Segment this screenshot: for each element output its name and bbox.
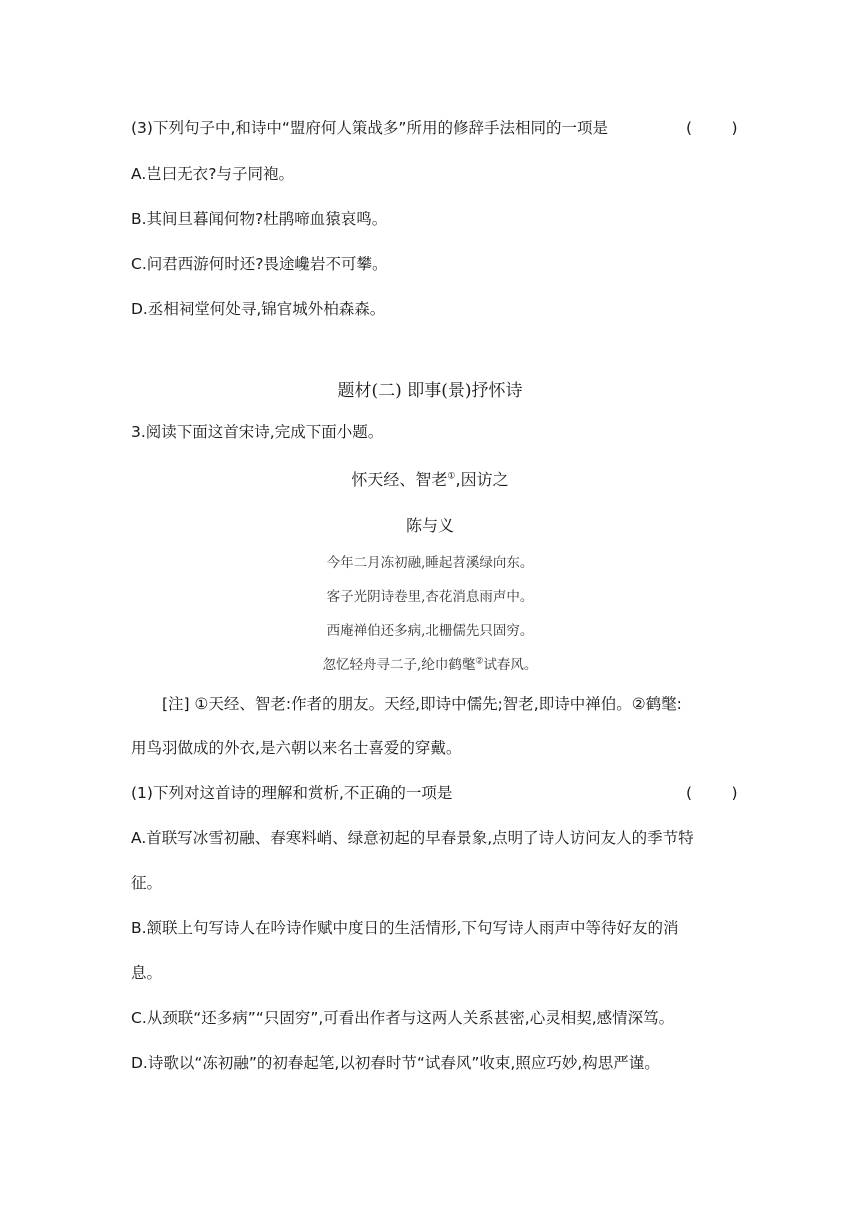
answer-blank: ( ) (686, 784, 738, 802)
option-b: B.其间旦暮闻何物?杜鹃啼血猿哀鸣。 (131, 210, 388, 228)
question-1-stem: (1)下列对这首诗的理解和赏析,不正确的一项是 (131, 784, 453, 802)
question-3-stem: (3)下列句子中,和诗中“盟府何人策战多”所用的修辞手法相同的一项是 (131, 119, 608, 137)
poem-line (0, 653, 860, 673)
section-title: 题材(二) 即事(景)抒怀诗 (337, 381, 523, 401)
poem-line: 西庵禅伯还多病,北栅儒先只固穷。 (326, 623, 534, 639)
option-a-continued: 征。 (131, 874, 163, 892)
footnote-marker: ① (447, 471, 456, 482)
question-intro: 3.阅读下面这首宋诗,完成下面小题。 (131, 423, 384, 441)
option-d: D.丞相祠堂何处寻,锦官城外柏森森。 (131, 300, 386, 318)
poem-title (0, 467, 860, 490)
poem-line-text: 忽忆轻舟寻二子,纶巾鹤氅 (322, 657, 476, 673)
option-c: C.问君西游何时还?畏途巉岩不可攀。 (131, 255, 388, 273)
option-a: A.岂曰无衣?与子同袍。 (131, 165, 294, 183)
footnote-marker: ② (475, 656, 484, 667)
poem-line-text: 试春风。 (483, 657, 538, 673)
note-line-1: [注] ①天经、智老:作者的朋友。天经,即诗中儒先;智老,即诗中禅伯。②鹤氅: (162, 695, 682, 713)
poem-line: 客子光阴诗卷里,杏花消息雨声中。 (326, 589, 534, 605)
note-line-2: 用鸟羽做成的外衣,是六朝以来名士喜爱的穿戴。 (131, 739, 462, 757)
answer-blank: ( ) (686, 119, 738, 137)
poem-line: 今年二月冻初融,睡起苕溪绿向东。 (326, 555, 534, 571)
poem-author: 陈与义 (405, 516, 454, 535)
option-c: C.从颈联“还多病”“只固穷”,可看出作者与这两人关系甚密,心灵相契,感情深笃。 (131, 1009, 675, 1027)
poem-title-main: 怀天经、智老 (351, 470, 448, 489)
option-a: A.首联写冰雪初融、春寒料峭、绿意初起的早春景象,点明了诗人访问友人的季节特 (131, 829, 694, 847)
poem-title-tail: ,因访之 (455, 470, 509, 489)
option-d: D.诗歌以“冻初融”的初春起笔,以初春时节“试春风”收束,照应巧妙,构思严谨。 (131, 1054, 660, 1072)
option-b-continued: 息。 (131, 964, 163, 982)
option-b: B.颔联上句写诗人在吟诗作赋中度日的生活情形,下句写诗人雨声中等待好友的消 (131, 919, 679, 937)
